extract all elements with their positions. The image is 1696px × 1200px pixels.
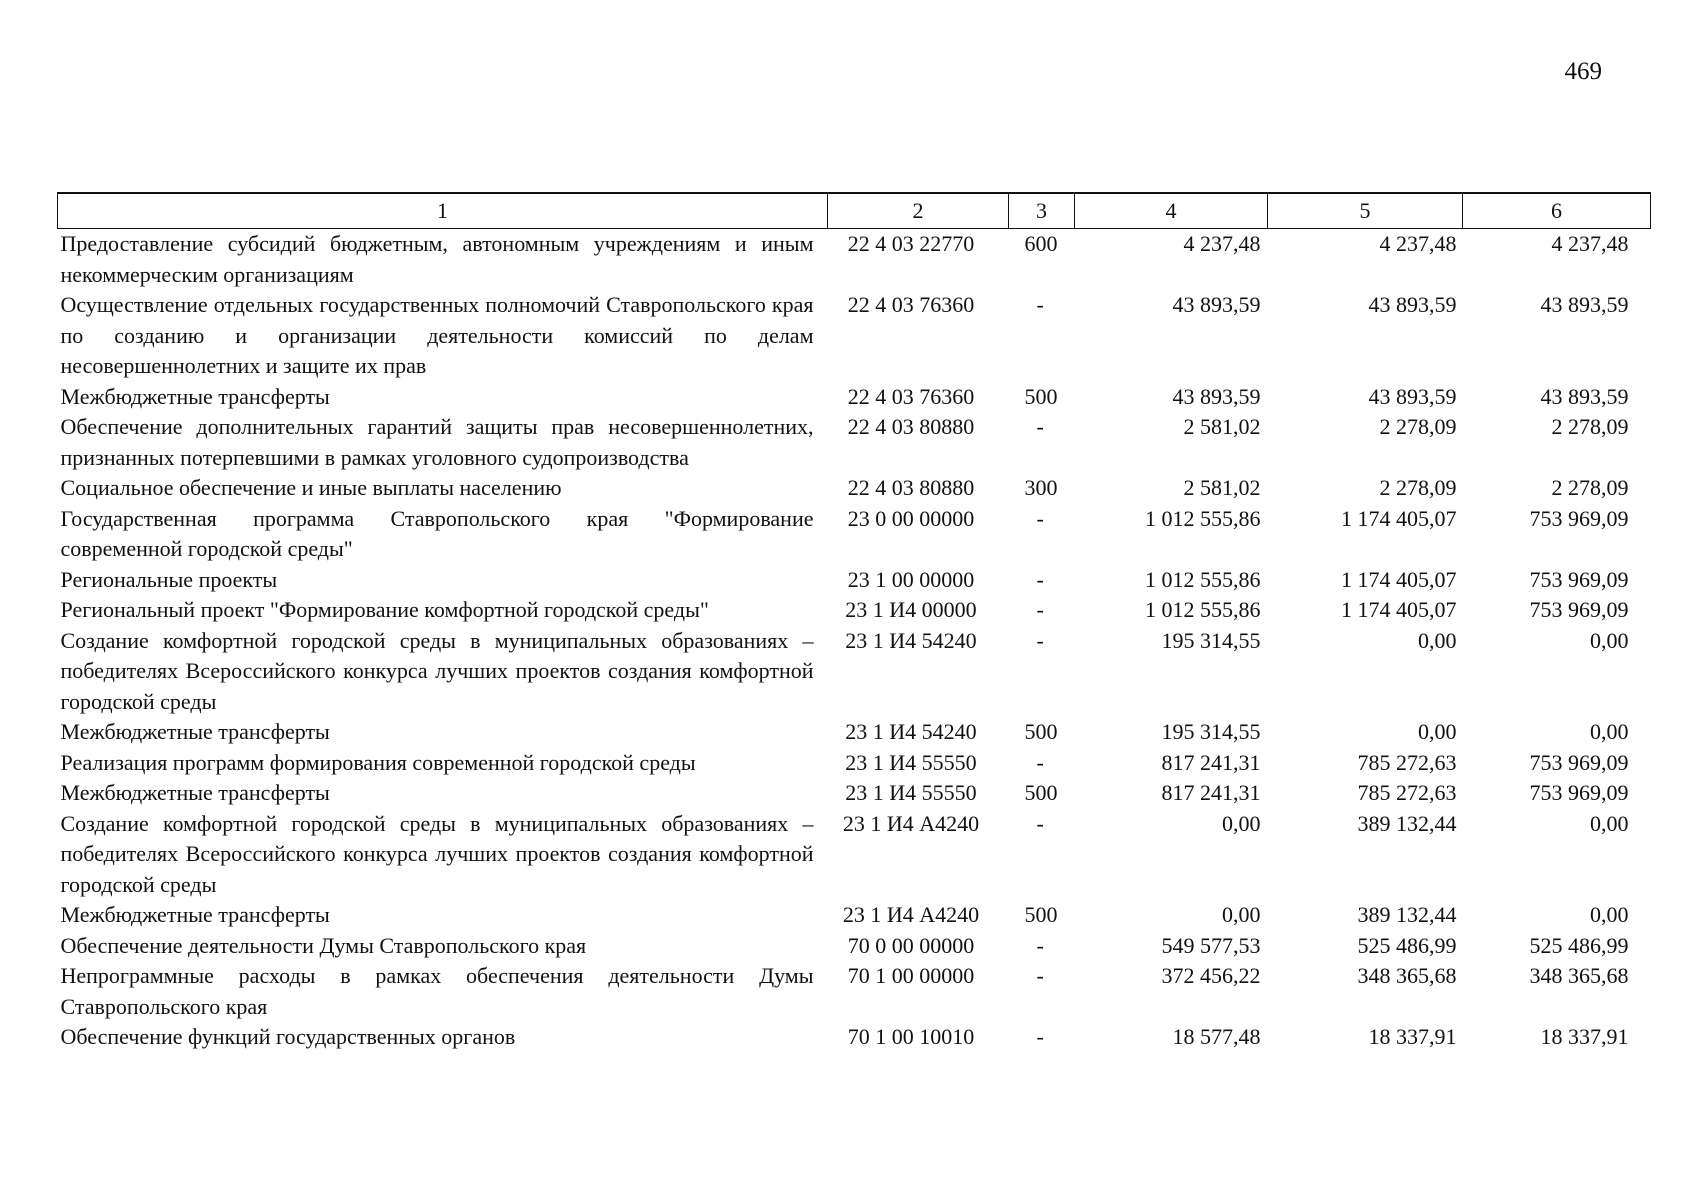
table-row (58, 382, 1651, 413)
row-name: Обеспечение деятельности Думы Ставропольского края (60, 932, 587, 958)
table-row (58, 748, 1651, 779)
column-header: 4 (1075, 193, 1268, 229)
row-value-col5: 348 365,68 (1357, 963, 1457, 988)
row-name: Межбюджетные трансферты (60, 719, 330, 744)
column-header: 3 (1009, 193, 1075, 229)
row-code: 23 1 И4 54240 (845, 719, 977, 744)
row-value-col4: 18 577,48 (1172, 1024, 1261, 1049)
row-value-col6: 43 893,59 (1540, 292, 1629, 317)
row-name: Региональный проект "Формирование комфортной городской среды" (60, 597, 709, 622)
table-row (58, 931, 1651, 962)
row-value-col6: 0,00 (1590, 810, 1629, 836)
row-value-col6: 753 969,09 (1529, 749, 1629, 775)
row-value-col4: 0,00 (1222, 810, 1261, 836)
row-expense-type: - (1036, 414, 1044, 439)
page-number: 469 (1564, 58, 1602, 85)
row-code: 23 0 00 00000 (847, 505, 975, 531)
row-value-col6: 525 486,99 (1529, 932, 1629, 958)
row-expense-type: - (1036, 1024, 1044, 1049)
row-code: 23 1 И4 А4240 (842, 902, 980, 927)
row-name: Межбюджетные трансферты (60, 780, 330, 805)
row-code: 23 1 И4 00000 (845, 597, 977, 622)
row-value-col5: 525 486,99 (1357, 932, 1457, 958)
row-value-col6: 2 278,09 (1551, 414, 1629, 439)
row-expense-type: - (1036, 597, 1044, 622)
column-header: 6 (1463, 193, 1651, 229)
table-row (58, 1022, 1651, 1053)
row-code: 23 1 И4 А4240 (842, 810, 980, 836)
row-value-col5: 2 278,09 (1379, 414, 1457, 439)
table-row (58, 229, 1651, 291)
row-expense-type: - (1036, 627, 1044, 653)
row-value-col6: 753 969,09 (1529, 597, 1629, 622)
row-code: 23 1 И4 55550 (845, 780, 977, 805)
row-name: Создание комфортной городской среды в муниципальных образованиях – победителях Всероссийского конкурса лучших проектов создания комфортной городской среды (60, 627, 814, 714)
row-value-col4: 2 581,02 (1183, 475, 1261, 500)
row-expense-type: 500 (1024, 902, 1058, 927)
row-expense-type: - (1036, 292, 1044, 317)
column-number-header (58, 193, 1651, 229)
row-value-col5: 1 174 405,07 (1341, 505, 1457, 531)
row-expense-type: 600 (1024, 231, 1058, 256)
table-row (58, 473, 1651, 504)
row-expense-type: - (1036, 749, 1044, 775)
row-value-col4: 43 893,59 (1172, 383, 1261, 409)
row-value-col4: 1 012 555,86 (1145, 505, 1261, 531)
row-name: Межбюджетные трансферты (60, 383, 330, 409)
row-value-col4: 549 577,53 (1161, 932, 1261, 958)
row-name: Непрограммные расходы в рамках обеспечения деятельности Думы Ставропольского края (60, 963, 814, 1019)
row-value-col6: 753 969,09 (1529, 505, 1629, 531)
table-row (58, 809, 1651, 901)
row-expense-type: - (1036, 932, 1044, 958)
budget-table (57, 192, 1651, 1053)
column-header: 1 (58, 193, 828, 229)
table-row (58, 717, 1651, 748)
row-value-col4: 0,00 (1222, 902, 1261, 927)
row-name: Обеспечение дополнительных гарантий защиты прав несовершеннолетних, признанных потерпевшими в рамках уголовного судопроизводства (60, 414, 814, 470)
row-expense-type: 300 (1024, 475, 1058, 500)
row-name: Государственная программа Ставропольского края "Формирование современной городской среды" (60, 505, 814, 561)
row-value-col5: 1 174 405,07 (1341, 566, 1457, 592)
row-value-col6: 0,00 (1590, 902, 1629, 927)
row-value-col5: 0,00 (1418, 627, 1457, 653)
row-value-col5: 4 237,48 (1379, 231, 1457, 256)
table-row (58, 900, 1651, 931)
row-name: Межбюджетные трансферты (60, 902, 330, 927)
row-value-col4: 1 012 555,86 (1145, 597, 1261, 622)
row-code: 23 1 И4 54240 (845, 627, 977, 653)
row-code: 23 1 И4 55550 (845, 749, 977, 775)
row-code: 23 1 00 00000 (847, 566, 975, 592)
row-value-col5: 2 278,09 (1379, 475, 1457, 500)
row-value-col5: 43 893,59 (1368, 292, 1457, 317)
row-code: 70 1 00 10010 (847, 1024, 975, 1049)
row-code: 22 4 03 80880 (847, 414, 975, 439)
row-name: Предоставление субсидий бюджетным, автономным учреждениям и иным некоммерческим организациям (60, 231, 814, 287)
row-value-col5: 785 272,63 (1357, 749, 1457, 775)
table-row (58, 412, 1651, 473)
row-value-col4: 2 581,02 (1183, 414, 1261, 439)
table-row (58, 626, 1651, 718)
table-row (58, 961, 1651, 1022)
table-row (58, 778, 1651, 809)
row-value-col4: 195 314,55 (1161, 627, 1261, 653)
row-code: 70 0 00 00000 (847, 932, 975, 958)
row-value-col6: 43 893,59 (1540, 383, 1629, 409)
row-expense-type: - (1036, 505, 1044, 531)
row-name: Осуществление отдельных государственных полномочий Ставропольского края по созданию и организации деятельности комиссий по делам несовершеннолетних и защите их прав (60, 292, 814, 378)
column-header: 2 (828, 193, 1009, 229)
row-code: 22 4 03 80880 (847, 475, 975, 500)
row-value-col6: 348 365,68 (1529, 963, 1629, 988)
row-expense-type: - (1036, 810, 1044, 836)
row-expense-type: 500 (1024, 780, 1058, 805)
row-value-col4: 43 893,59 (1172, 292, 1261, 317)
row-name: Обеспечение функций государственных органов (60, 1024, 516, 1049)
row-name: Создание комфортной городской среды в муниципальных образованиях – победителях Всероссийского конкурса лучших проектов создания комфортной городской среды (60, 810, 814, 897)
row-value-col5: 43 893,59 (1368, 383, 1457, 409)
row-value-col4: 4 237,48 (1183, 231, 1261, 256)
table-body (58, 229, 1651, 1053)
row-expense-type: 500 (1024, 383, 1058, 409)
row-code: 22 4 03 22770 (847, 231, 975, 256)
table-row (58, 290, 1651, 382)
row-value-col6: 18 337,91 (1540, 1024, 1629, 1049)
row-value-col5: 1 174 405,07 (1341, 597, 1457, 622)
row-value-col6: 753 969,09 (1529, 566, 1629, 592)
column-header: 5 (1268, 193, 1463, 229)
row-value-col4: 1 012 555,86 (1145, 566, 1261, 592)
table-row (58, 595, 1651, 626)
row-expense-type: 500 (1024, 719, 1058, 744)
row-value-col6: 0,00 (1590, 719, 1629, 744)
table-row (58, 504, 1651, 565)
row-value-col4: 195 314,55 (1161, 719, 1261, 744)
row-value-col5: 389 132,44 (1357, 902, 1457, 927)
row-value-col6: 2 278,09 (1551, 475, 1629, 500)
row-value-col4: 817 241,31 (1161, 749, 1261, 775)
row-code: 22 4 03 76360 (847, 383, 975, 409)
row-value-col6: 0,00 (1590, 627, 1629, 653)
row-code: 70 1 00 00000 (847, 963, 975, 988)
row-value-col4: 372 456,22 (1161, 963, 1261, 988)
row-code: 22 4 03 76360 (847, 292, 975, 317)
row-value-col5: 785 272,63 (1357, 780, 1457, 805)
table-row (58, 565, 1651, 596)
row-value-col5: 389 132,44 (1357, 810, 1457, 836)
row-value-col5: 0,00 (1418, 719, 1457, 744)
row-value-col4: 817 241,31 (1161, 780, 1261, 805)
row-name: Реализация программ формирования современной городской среды (60, 749, 696, 775)
row-expense-type: - (1036, 963, 1044, 988)
row-value-col6: 4 237,48 (1551, 231, 1629, 256)
row-expense-type: - (1036, 566, 1044, 592)
row-value-col6: 753 969,09 (1529, 780, 1629, 805)
row-value-col5: 18 337,91 (1368, 1024, 1457, 1049)
row-name: Социальное обеспечение и иные выплаты населению (60, 475, 562, 500)
row-name: Региональные проекты (60, 566, 278, 592)
